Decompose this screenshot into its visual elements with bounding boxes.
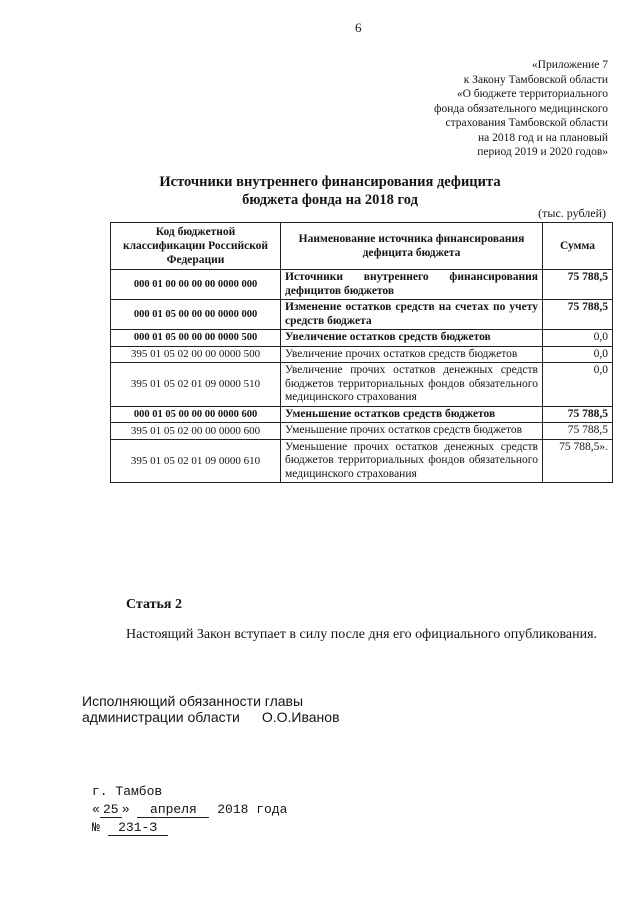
table-row [111, 270, 613, 300]
row-name: Источники внутреннего финансирования дефицитов бюджетов [281, 270, 543, 300]
signer-title-line-1: Исполняющий обязанности главы [82, 693, 304, 709]
row-code: 000 01 00 00 00 00 0000 000 [111, 270, 281, 300]
article-heading: Статья 2 [126, 597, 182, 612]
row-sum: 75 788,5 [543, 300, 613, 330]
row-sum: 75 788,5 [543, 423, 613, 440]
signer-name: О.О.Иванов [261, 709, 340, 725]
date-open-quote: « [92, 802, 100, 817]
table-row [111, 406, 613, 423]
article-text: Настоящий Закон вступает в силу после дня его официального опубликования. [126, 627, 598, 642]
table-row [111, 346, 613, 363]
units-label: (тыс. рублей) [538, 206, 606, 220]
date-year: 2018 года [217, 802, 288, 817]
table-row [111, 363, 613, 407]
row-code: 000 01 05 00 00 00 0000 600 [111, 406, 281, 423]
row-sum: 75 788,5 [543, 406, 613, 423]
row-code: 000 01 05 00 00 00 0000 000 [111, 300, 281, 330]
date-month: апреля [137, 802, 209, 818]
row-sum: 75 788,5 [543, 270, 613, 300]
city: г. Тамбов [92, 784, 163, 799]
row-name: Изменение остатков средств на счетах по учету средств бюджета [281, 300, 543, 330]
number-value: 231-З [108, 820, 168, 836]
row-sum: 0,0 [543, 346, 613, 363]
header-name: Наименование источника финансирования дефицита бюджета [281, 223, 543, 270]
header-sum: Сумма [543, 223, 613, 270]
appendix-line: к Закону Тамбовской области [463, 73, 608, 86]
date-day: 25 [100, 802, 122, 818]
signer-title-line-2: администрации области [82, 709, 240, 725]
signature-block [82, 693, 340, 725]
number-prefix: № [92, 820, 100, 835]
title-line-1: Источники внутреннего финансирования дефицита [159, 174, 501, 190]
row-name: Увеличение прочих остатков денежных средств бюджетов территориальных фондов обязательного медицинского страхования [281, 363, 543, 407]
row-name: Увеличение остатков средств бюджетов [281, 330, 543, 347]
page-number: 6 [355, 20, 362, 35]
signing-date [92, 802, 287, 818]
header-code: Код бюджетной классификации Российской Федерации [111, 223, 281, 270]
table-row [111, 300, 613, 330]
row-name: Увеличение прочих остатков средств бюджетов [281, 346, 543, 363]
row-sum: 0,0 [543, 330, 613, 347]
table-row [111, 423, 613, 440]
table-header-row [111, 223, 613, 270]
appendix-line: период 2019 и 2020 годов» [477, 146, 608, 158]
table-row [111, 330, 613, 347]
row-code: 395 01 05 02 00 00 0000 500 [111, 346, 281, 363]
title-line-2: бюджета фонда на 2018 год [242, 192, 418, 208]
row-code: 395 01 05 02 00 00 0000 600 [111, 423, 281, 440]
row-name: Уменьшение прочих остатков средств бюджетов [281, 423, 543, 440]
appendix-note [348, 58, 608, 160]
appendix-line: страхования Тамбовской области [445, 117, 608, 129]
appendix-line: «Приложение 7 [531, 59, 608, 71]
appendix-line: «О бюджете территориального [456, 88, 608, 100]
row-sum: 0,0 [543, 363, 613, 407]
row-code: 395 01 05 02 01 09 0000 510 [111, 363, 281, 407]
table-row [111, 439, 613, 483]
appendix-line: на 2018 год и на плановый [478, 131, 608, 144]
row-name: Уменьшение остатков средств бюджетов [281, 406, 543, 423]
row-code: 000 01 05 00 00 00 0000 500 [111, 330, 281, 347]
law-number [92, 820, 168, 836]
document-title [110, 173, 550, 209]
row-code: 395 01 05 02 01 09 0000 610 [111, 439, 281, 483]
row-name: Уменьшение прочих остатков денежных средств бюджетов территориальных фондов обязательного медицинского страхования [281, 439, 543, 483]
date-close-quote: » [121, 802, 130, 817]
financing-sources-table [110, 222, 613, 483]
row-sum: 75 788,5». [543, 439, 613, 483]
appendix-line: фонда обязательного медицинского [434, 102, 608, 115]
